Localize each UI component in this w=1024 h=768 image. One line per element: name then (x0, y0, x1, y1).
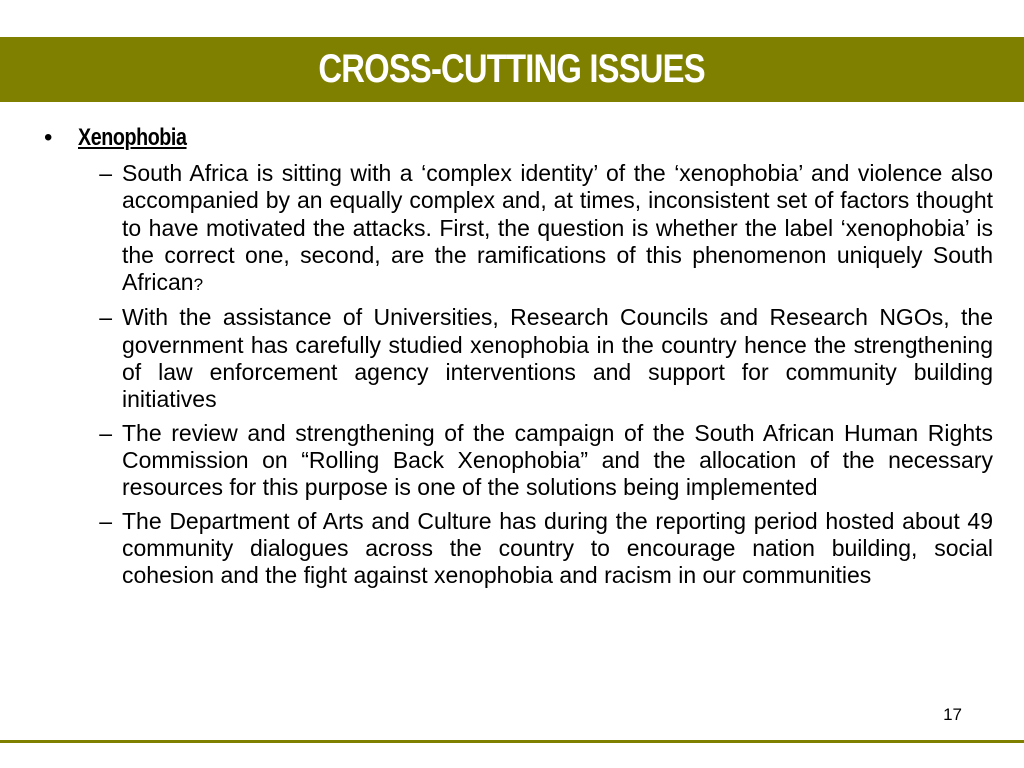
sub-bullet-item (30, 508, 995, 590)
sub-bullet-item (30, 420, 995, 502)
sub-bullet-text (122, 160, 993, 298)
sub-bullet-text-body: South Africa is sitting with a ‘complex identity’ of the ‘xenophobia’ and violence also accompanied by an equally complex and, at times, inconsistent set of factors thought to have motivated the attacks. First, the question is whether the label ‘xenophobia’ is the correct one, second, are the ramifications of this phenomenon uniquely South African (122, 160, 993, 296)
sub-bullet-text: The Department of Arts and Culture has during the reporting period hosted about 49 community dialogues across the country to encourage nation building, social cohesion and the fight against xenophobia and racism in our communities (122, 507, 993, 589)
sub-bullet-list (30, 160, 995, 589)
title-bar (0, 37, 1024, 102)
bullet-item (30, 124, 995, 160)
slide-title: CROSS-CUTTING ISSUES (318, 47, 706, 91)
bullet-heading: Xenophobia (78, 124, 187, 151)
sub-bullet-text: The review and strengthening of the campaign of the South African Human Rights Commission on “Rolling Back Xenophobia” and the allocation of the necessary resources for this purpose is one of the solutions being implemented (122, 419, 993, 501)
sub-bullet-text: With the assistance of Universities, Research Councils and Research NGOs, the government has carefully studied xenophobia in the country hence the strengthening of law enforcement agency interventions and support for community building initiatives (122, 304, 993, 413)
footer-divider (0, 740, 1024, 743)
slide-content (30, 124, 995, 595)
bullet-icon: • (44, 124, 53, 151)
page-number: 17 (943, 705, 962, 724)
dash-icon: – (99, 160, 112, 186)
dash-icon: – (99, 304, 112, 331)
sub-bullet-item (30, 160, 995, 298)
dash-icon: – (99, 419, 112, 446)
dash-icon: – (99, 507, 112, 534)
question-mark: ? (193, 275, 204, 295)
sub-bullet-item (30, 304, 995, 413)
